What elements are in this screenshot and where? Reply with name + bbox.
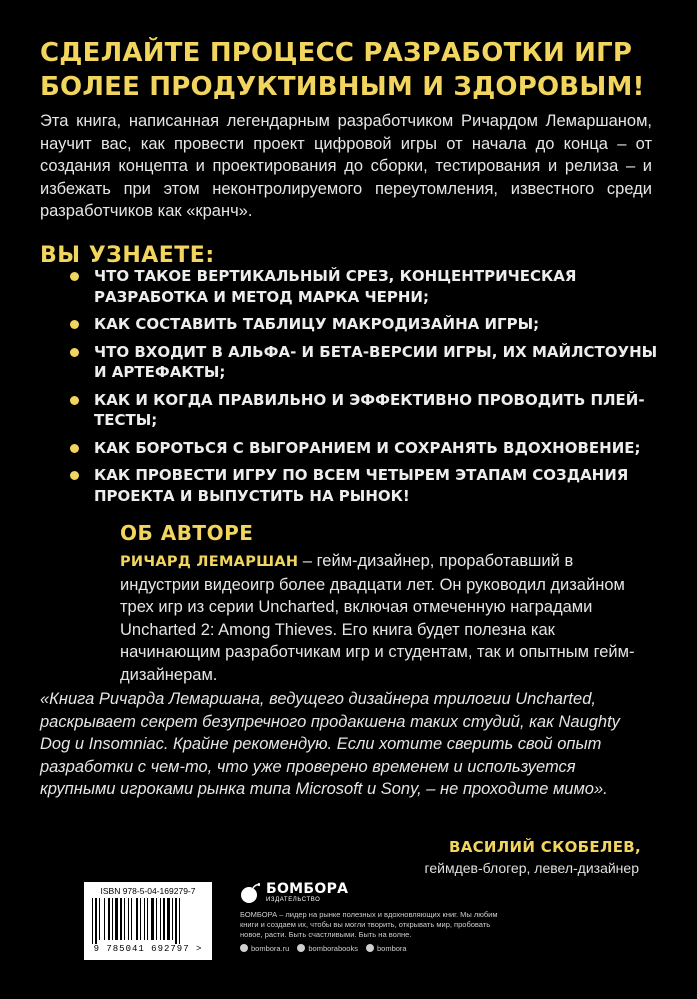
learn-item: [70, 342, 660, 383]
social-label: bombora: [376, 944, 407, 953]
headline: [40, 36, 660, 104]
author-name: РИЧАРД ЛЕМАРШАН: [120, 554, 299, 570]
publisher-text: БОМБОРА – лидер на рынке полезных и вдохновляющих книг. Мы любим книги и создаем их, чтобы вы могли творить, открывать мир, пробовать новое, расти. Быть счастливыми. Быть на волне.: [240, 910, 498, 939]
reviewer-role: геймдев-блогер, левел-дизайнер: [424, 860, 639, 876]
learn-item-text: ЧТО ВХОДИТ В АЛЬФА- И БЕТА-ВЕРСИИ ИГРЫ, ИХ МАЙЛСТОУНЫ И АРТЕФАКТЫ;: [94, 342, 658, 381]
barcode-image: [90, 898, 206, 944]
bullet-icon: [70, 396, 79, 405]
review-quote: «Книга Ричарда Лемаршана, ведущего дизайнера трилогии Uncharted, раскрывает секрет безупречного продакшена таких студий, как Naughty Dog и Insomniac. Крайне рекомендую. Если хотите сверить свой опыт разработки с чем-то, что уже проверено временем и используется крупными игроками рынка типа Microsoft и Sony, – не проходите мимо».: [40, 690, 620, 798]
publisher-name: БОМБОРА: [266, 881, 349, 897]
social-label: bomborabooks: [308, 944, 358, 953]
learn-item-text: КАК СОСТАВИТЬ ТАБЛИЦУ МАКРОДИЗАЙНА ИГРЫ;: [94, 315, 540, 333]
learn-item: [70, 314, 660, 335]
author-bio-text: – гейм-дизайнер, проработавший в индустрии видеоигр более двадцати лет. Он руководил дизайном трех игр из серии Uncharted, включая отмеченную наградами Uncharted 2: Among Thieves. Его книга будет полезна как начинающим разработчикам игр и студентам, так и опытным гейм-дизайнерам.: [120, 552, 635, 684]
intro-paragraph: Эта книга, написанная легендарным разработчиком Ричардом Лемаршаном, научит вас, как провести проект цифровой игры от начала до конца – от создания концепта и проектирования до сборки, тестирования и релиза – и избежать при этом неконтролируемого переутомления, известного среди разработчиков как «кранч».: [40, 112, 652, 220]
learn-item-text: КАК БОРОТЬСЯ С ВЫГОРАНИЕМ И СОХРАНЯТЬ ВДОХНОВЕНИЕ;: [94, 438, 641, 457]
publisher-sub: ИЗДАТЕЛЬСТВО: [266, 897, 321, 903]
headline-line-2: БОЛЕЕ ПРОДУКТИВНЫМ И ЗДОРОВЫМ!: [40, 72, 645, 102]
learn-title: ВЫ УЗНАЕТЕ:: [40, 243, 215, 268]
vk-icon: [297, 944, 305, 952]
publisher-social: [240, 944, 510, 953]
learn-item: [70, 266, 660, 307]
learn-item-text: КАК И КОГДА ПРАВИЛЬНО И ЭФФЕКТИВНО ПРОВОДИТЬ ПЛЕЙ-ТЕСТЫ;: [94, 390, 645, 429]
bullet-icon: [70, 272, 79, 281]
bullet-icon: [70, 444, 79, 453]
learn-item: [70, 465, 660, 506]
bullet-icon: [70, 320, 79, 329]
reviewer-name: ВАСИЛИЙ СКОБЕЛЕВ,: [448, 838, 641, 856]
bullet-icon: [70, 348, 79, 357]
learn-list: [70, 266, 660, 513]
bullet-icon: [70, 471, 79, 480]
learn-item: [70, 438, 660, 459]
learn-item-text: КАК ПРОВЕСТИ ИГРУ ПО ВСЕМ ЧЕТЫРЕМ ЭТАПАМ СОЗДАНИЯ ПРОЕКТА И ВЫПУСТИТЬ НА РЫНОК!: [94, 466, 629, 505]
isbn-label: ISBN 978-5-04-169279-7: [100, 886, 196, 896]
social-item[interactable]: [297, 944, 358, 953]
social-item[interactable]: [240, 944, 289, 953]
learn-item: [70, 390, 660, 431]
barcode-digits: 9 785041 692797 >: [93, 944, 203, 954]
isbn-barcode-block: [84, 882, 212, 960]
headline-line-1: СДЕЛАЙТЕ ПРОЦЕСС РАЗРАБОТКИ ИГР: [40, 38, 633, 68]
bomb-icon: [240, 882, 260, 904]
social-label: bombora.ru: [251, 944, 290, 953]
telegram-icon: [366, 944, 374, 952]
social-item[interactable]: [366, 944, 407, 953]
publisher-logo: [240, 882, 510, 904]
publisher-block: [240, 882, 510, 953]
globe-icon: [240, 944, 248, 952]
learn-item-text: ЧТО ТАКОЕ ВЕРТИКАЛЬНЫЙ СРЕЗ, КОНЦЕНТРИЧЕСКАЯ РАЗРАБОТКА И МЕТОД МАРКА ЧЕРНИ;: [94, 267, 577, 306]
author-title: ОБ АВТОРЕ: [120, 521, 254, 545]
author-bio: [120, 550, 650, 686]
